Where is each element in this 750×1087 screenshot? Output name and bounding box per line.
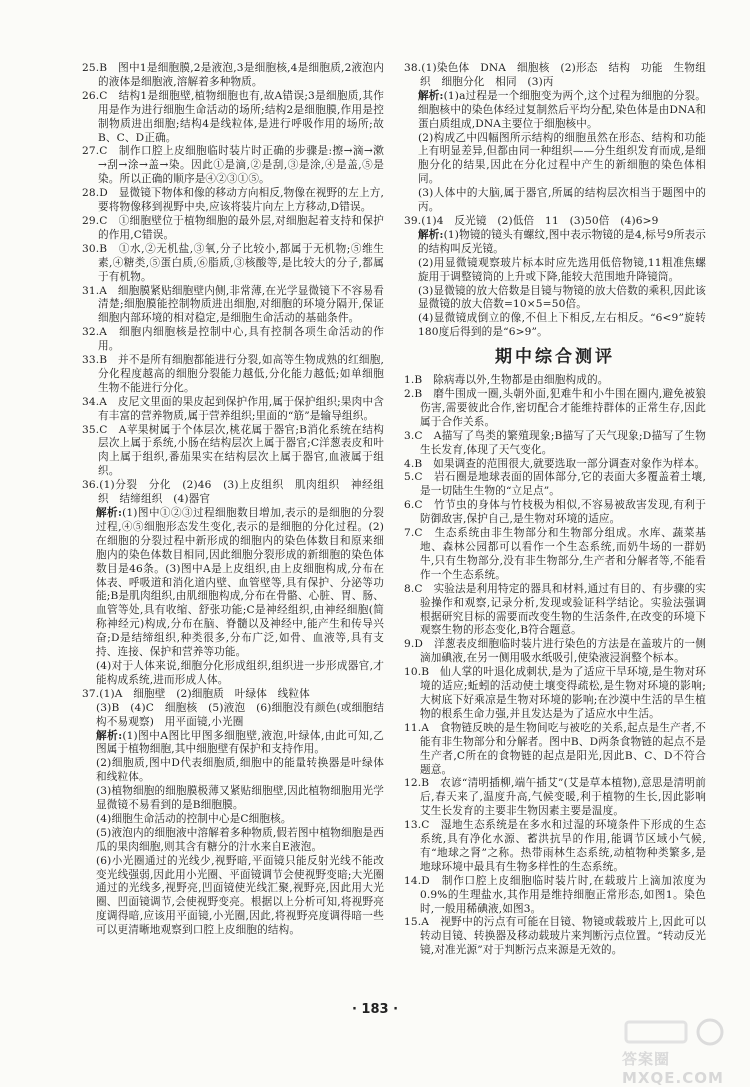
- answer-item: 37.(1)A 细胞壁 (2)细胞质 叶绿体 线粒体: [82, 687, 310, 700]
- answer-item: 35.C A苹果树属于个体层次,桃花属于器官;B消化系统在结构层次上属于系统,小肠在结构层次上属于器官;C洋葱表皮和叶肉上属于组织,番茄果实在结构层次上属于器官,血液属于组织。: [82, 423, 384, 478]
- explanation-paragraph: (4)显微镜成倒立的像,不但上下相反,左右相反。“6<9”旋转180度后得到的是“6>9”。: [418, 312, 706, 339]
- answer-item: 25.B 图中1是细胞膜,2是液泡,3是细胞核,4是细胞质,2液泡内的液体是细胞液,溶解着多种物质。: [82, 62, 384, 88]
- answer-item: 10.B 仙人掌的叶退化成刺状,是为了适应干旱环境,是生物对环境的适应;蚯蚓的活动使土壤变得疏松,是生物对环境的影响;大树底下好乘凉是生物对环境的影响;在沙漠中生活的旱生植物的根系生命力强,并且发达是为了适应水中生活。: [404, 666, 706, 720]
- explanation-paragraph: (3)植物细胞的细胞膜极薄又紧贴细胞壁,因此植物细胞用光学显微镜不易看到的是B细胞膜。: [96, 785, 384, 812]
- answer-item: 8.C 实验法是利用特定的器具和材料,通过有目的、有步骤的实验操作和观察,记录分析,发现或验证科学结论。实验法强调根据研究目标的需要而改变生物的生活条件,在改变的环境下观察生物的形态变化,B符合题意。: [404, 582, 706, 637]
- answer-item: 12.B 农谚“清明插柳,端午插艾”(艾是草本植物),意思是清明前后,春天来了,温度升高,气候变暖,利于植物的生长,因此影响艾生长发育的主要非生物因素主要是温度。: [404, 777, 706, 818]
- answer-item: 15.A 视野中的污点有可能在目镜、物镜或载玻片上,因此可以转动目镜、转换器及移动载玻片来判断污点位置。“转动反光镜,对准光源”对于判断污点来源是无效的。: [404, 916, 706, 957]
- watermark-text: 答案圈 MXQE.COM: [622, 1050, 724, 1087]
- answer-item: 1.B 除病毒以外,生物都是由细胞构成的。: [404, 374, 609, 387]
- explanation-paragraph: 解析:(1)图中A图比甲图多细胞壁,液泡,叶绿体,由此可知,乙图属于植物细胞,其中细胞壁有保护和支持作用。: [96, 729, 384, 756]
- answer-item: 38.(1)染色体 DNA 细胞核 (2)形态 结构 功能 生物组织 细胞分化 相同 (3)丙: [404, 62, 706, 88]
- explanation-label: 解析:: [96, 729, 123, 742]
- answer-item: 27.C 制作口腔上皮细胞临时装片时正确的步骤是:擦→滴→漱→刮→涂→盖→染。因此①是滴,②是刮,③是涂,④是盖,⑤是染。所以正确的顺序是④②③①⑤。: [82, 145, 384, 186]
- left-column: [82, 62, 384, 938]
- explanation-paragraph: (3)B (4)C 细胞核 (5)液泡 (6)细胞没有颜色(或细胞结构不易观察) 用平面镜,小光圈: [96, 701, 384, 728]
- answer-item: 7.C 生态系统由非生物部分和生物部分组成。水库、蔬菜基地、森林公园都可以看作一个生态系统,而奶牛场的一群奶牛,只有生物部分,没有非生物部分,生产者和分解者等,不能看作一个生态系统。: [404, 527, 706, 581]
- answer-item: 5.C 岩石圈是地球表面的固体部分,它的表面大多覆盖着土壤,是一切陆生生物的“立足点”。: [404, 471, 706, 498]
- explanation-paragraph: (2)用显微镜观察玻片标本时应先选用低倍物镜,11粗准焦螺旋用于调整镜筒的上升或下降,能较大范围地升降镜筒。: [418, 256, 706, 283]
- answer-item: 9.D 洋葱表皮细胞临时装片进行染色的方法是在盖玻片的一侧滴加碘液,在另一侧用吸水纸吸引,使染液浸润整个标本。: [404, 638, 706, 665]
- explanation-label: 解析:: [418, 89, 444, 102]
- explanation-paragraph: (5)液泡内的细胞液中溶解着多种物质,假若图中植物细胞是西瓜的果肉细胞,则其含有糖分的汁水来自E液泡。: [96, 826, 384, 853]
- explanation-paragraph: (3)人体中的大脑,属于器官,所属的结构层次相当于题图中的丙。: [418, 187, 706, 214]
- answer-item: 3.C A描写了鸟类的繁殖现象;B描写了天气现象;D描写了生物生长发育,体现了天气变化。: [404, 429, 706, 456]
- answer-item: 26.C 结构1是细胞壁,植物细胞也有,故A错误;3是细胞质,其作用是作为进行细胞生命活动的场所;结构2是细胞膜,作用是控制物质进出细胞;结构4是线粒体,是进行呼吸作用的场所;故B、C、D正确。: [82, 89, 384, 144]
- explanation-label: 解析:: [418, 228, 444, 241]
- explanation-paragraph: (4)对于人体来说,细胞分化形成组织,组织进一步形成器官,才能构成系统,进而形成人体。: [96, 659, 384, 686]
- explanation-paragraph: (4)细胞生命活动的控制中心是C细胞核。: [96, 812, 292, 825]
- answer-item: 29.C ①细胞壁位于植物细胞的最外层,对细胞起着支持和保护的作用,C错误。: [82, 214, 384, 241]
- answer-item: 13.C 湿地生态系统是在多水和过湿的环境条件下形成的生态系统,具有净化水源、蓄洪抗旱的作用,能调节区域小气候,有“地球之肾”之称。热带雨林生态系统,动植物种类繁多,是地球环境中最具有生物多样性的生态系统。: [404, 819, 706, 873]
- answer-item: 36.(1)分裂 分化 (2)46 (3)上皮组织 肌肉组织 神经组织 结缔组织 (4)器官: [82, 479, 384, 506]
- answer-item: 28.D 显微镜下物体和像的移动方向相反,物像在视野的左上方,要将物像移到视野中央,应该将装片向左上方移动,D错误。: [82, 187, 384, 214]
- answer-item: 31.A 细胞膜紧贴细胞壁内侧,非常薄,在光学显微镜下不容易看清楚;细胞膜能控制物质进出细胞,对细胞的环境分隔开,保证细胞内部环境的相对稳定,是细胞生命活动的基础条件。: [82, 284, 384, 325]
- explanation-paragraph: (2)细胞质,图中D代表细胞质,细胞中的能量转换器是叶绿体和线粒体。: [96, 757, 384, 784]
- answer-item: 2.B 磨牛围成一圈,头朝外面,犯难牛和小牛围在圈内,避免被狼伤害,需要彼此合作,密切配合才能维持群体的正常生存,因此属于合作关系。: [404, 388, 706, 428]
- explanation-paragraph: 解析:(1)图中①②③过程细胞数目增加,表示的是细胞的分裂过程,④⑤细胞形态发生变化,表示的是细胞的分化过程。(2)在细胞的分裂过程中新形成的细胞内的染色体数目和原来细胞内的染色体数目相同,因此细胞分裂形成的新细胞的染色体数目是46条。(3)图中A是上皮组织,由上皮细胞构成,分布在体表、呼吸道和消化道内壁、血管壁等,具有保护、分泌等功能;B是肌肉组织,由肌细胞构成,分布在骨骼、心脏、胃、肠、血管等处,具有收缩、舒张功能;C是神经组织,由神经细胞(简称神经元)构成,分布在脑、脊髓以及神经中,能产生和传导兴奋;D是结缔组织,种类很多,分布广泛,如骨、血液等,具有支持、连接、保护和营养等功能。: [96, 507, 384, 659]
- section-title: 期中综合测评: [495, 347, 615, 368]
- explanation-label: 解析:: [96, 507, 123, 519]
- explanation-paragraph: (3)显微镜的放大倍数是目镜与物镜的放大倍数的乘积,因此该显微镜的放大倍数=10×5=50倍。: [418, 284, 706, 311]
- explanation-paragraph: (6)小光圈通过的光线少,视野暗,平面镜只能反射光线不能改变光线强弱,因此用小光圈、平面镜调节会使视野变暗;大光圈通过的光线多,视野亮,凹面镜使光线汇聚,视野亮,因此用大光圈、凹面镜调节,会使视野变亮。根据以上分析可知,将视野亮度调得暗,应该用平面镜,小光圈,因此,将视野亮度调得暗一些可以更清晰地观察到口腔上皮细胞的结构。: [96, 854, 384, 937]
- answer-item: 6.C 竹节虫的身体与竹枝极为相似,不容易被敌害发现,有利于防御敌害,保护自己,是生物对环境的适应。: [404, 499, 706, 526]
- answer-item: 34.A 皮尼文里面的果皮起到保护作用,属于保护组织;果肉中含有丰富的营养物质,属于营养组织;里面的“筋”是输导组织。: [82, 395, 384, 422]
- right-column: [404, 62, 706, 958]
- answer-item: 14.D 制作口腔上皮细胞临时装片时,在载玻片上滴加浓度为0.9%的生理盐水,其作用是维持细胞正常形态,如图1。染色时,一般用稀碘液,如图3。: [404, 874, 706, 915]
- page-number: · 183 ·: [351, 1002, 399, 1017]
- answer-item: 32.A 细胞内细胞核是控制中心,具有控制各项生命活动的作用。: [82, 326, 384, 353]
- explanation-paragraph: (2)构成乙中四幅图所示结构的细胞虽然在形态、结构和功能上有明显差异,但都由同一种组织——分生组织发育而成,是细胞分化的结果,因此在分化过程中产生的新细胞的染色体相同。: [418, 131, 706, 186]
- answer-item: 33.B 并不是所有细胞都能进行分裂,如高等生物成熟的红细胞,分化程度越高的细胞分裂能力越低,分化能力越低;如单细胞生物不能进行分化。: [82, 354, 384, 394]
- answer-item: 30.B ①水,②无机盐,③氧,分子比较小,都属于无机物;⑤维生素,④糖类,⑤蛋白质,⑥脂质,③核酸等,是比较大的分子,都属于有机物。: [82, 242, 384, 283]
- answer-item: 4.B 如果调查的范围很大,就要选取一部分调查对象作为样本。: [404, 457, 706, 470]
- explanation-paragraph: 解析:(1)物镜的镜头有螺纹,图中表示物镜的是4,标号9所表示的结构叫反光镜。: [418, 228, 706, 255]
- answer-item: 11.A 食物链反映的是生物间吃与被吃的关系,起点是生产者,不能有非生物部分和分解者。图中B、D两条食物链的起点不是生产者,C所在的食物链的起点是阳光,因此B、C、D不符合题意。: [404, 721, 706, 776]
- answer-item: 39.(1)4 反光镜 (2)低倍 11 (3)50倍 (4)6>9: [404, 214, 659, 227]
- explanation-paragraph: 解析:(1)a过程是一个细胞变为两个,这个过程为细胞的分裂。细胞核中的染色体经过复制然后平均分配,染色体是由DNA和蛋白质组成,DNA主要位于细胞核中。: [418, 89, 706, 130]
